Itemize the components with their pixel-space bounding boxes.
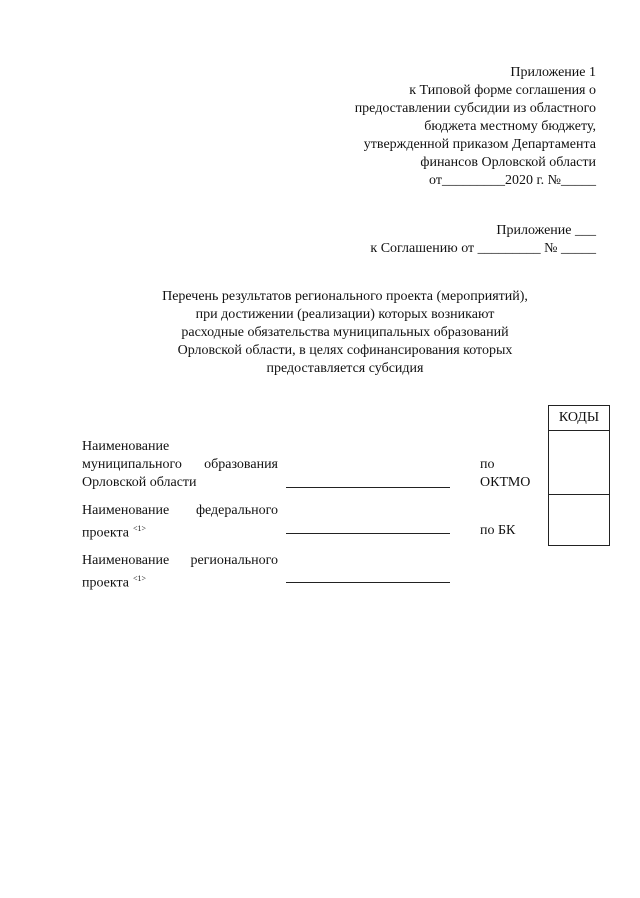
annex-reference-line: к Типовой форме соглашения о bbox=[409, 83, 596, 98]
document-title bbox=[80, 288, 610, 378]
footnote-marker: <1> bbox=[133, 574, 147, 583]
regional-project-label-line bbox=[82, 570, 278, 593]
oktmo-code-cell[interactable] bbox=[549, 431, 609, 495]
agreement-appendix bbox=[276, 222, 596, 258]
title-line: расходные обязательства муниципальных образований bbox=[181, 325, 509, 340]
agreement-appendix-number: Приложение ___ bbox=[496, 223, 596, 238]
regional-project-label-word: проекта bbox=[82, 575, 129, 591]
federal-project-label-line: Наименование федерального bbox=[82, 503, 278, 518]
annex-header bbox=[276, 64, 596, 190]
title-line: предоставляется субсидия bbox=[266, 361, 424, 376]
municipality-label-line: Наименование bbox=[82, 439, 170, 454]
federal-project-label-word: проекта bbox=[82, 525, 129, 541]
regional-project-label-line: Наименование регионального bbox=[82, 553, 278, 568]
oktmo-label bbox=[480, 456, 530, 492]
federal-project-label-line bbox=[82, 520, 278, 543]
annex-number: Приложение 1 bbox=[510, 65, 596, 80]
codes-table bbox=[548, 405, 610, 546]
annex-date-line: от_________2020 г. №_____ bbox=[429, 173, 596, 188]
codes-header: КОДЫ bbox=[549, 406, 609, 431]
regional-project-label bbox=[82, 552, 278, 593]
municipality-field[interactable] bbox=[286, 487, 450, 488]
title-line: Перечень результатов регионального проекта (мероприятий), bbox=[162, 289, 528, 304]
bk-label: по БК bbox=[480, 523, 516, 538]
municipality-label bbox=[82, 438, 278, 492]
municipality-label-line: муниципального образования bbox=[82, 457, 278, 472]
bk-code-cell[interactable] bbox=[549, 495, 609, 545]
title-line: Орловской области, в целях софинансирования которых bbox=[177, 343, 513, 358]
oktmo-label-line: по bbox=[480, 457, 495, 472]
oktmo-label-line: ОКТМО bbox=[480, 475, 531, 490]
municipality-label-line: Орловской области bbox=[82, 475, 197, 490]
footnote-marker: <1> bbox=[133, 524, 147, 533]
annex-reference-line: бюджета местному бюджету, bbox=[424, 119, 596, 134]
federal-project-label bbox=[82, 502, 278, 543]
agreement-appendix-date: к Соглашению от _________ № _____ bbox=[370, 241, 596, 256]
annex-reference-line: финансов Орловской области bbox=[420, 155, 596, 170]
annex-reference-line: утвержденной приказом Департамента bbox=[363, 137, 596, 152]
federal-project-field[interactable] bbox=[286, 533, 450, 534]
title-line: при достижении (реализации) которых возникают bbox=[195, 307, 495, 322]
regional-project-field[interactable] bbox=[286, 582, 450, 583]
annex-reference-line: предоставлении субсидии из областного bbox=[354, 101, 596, 116]
